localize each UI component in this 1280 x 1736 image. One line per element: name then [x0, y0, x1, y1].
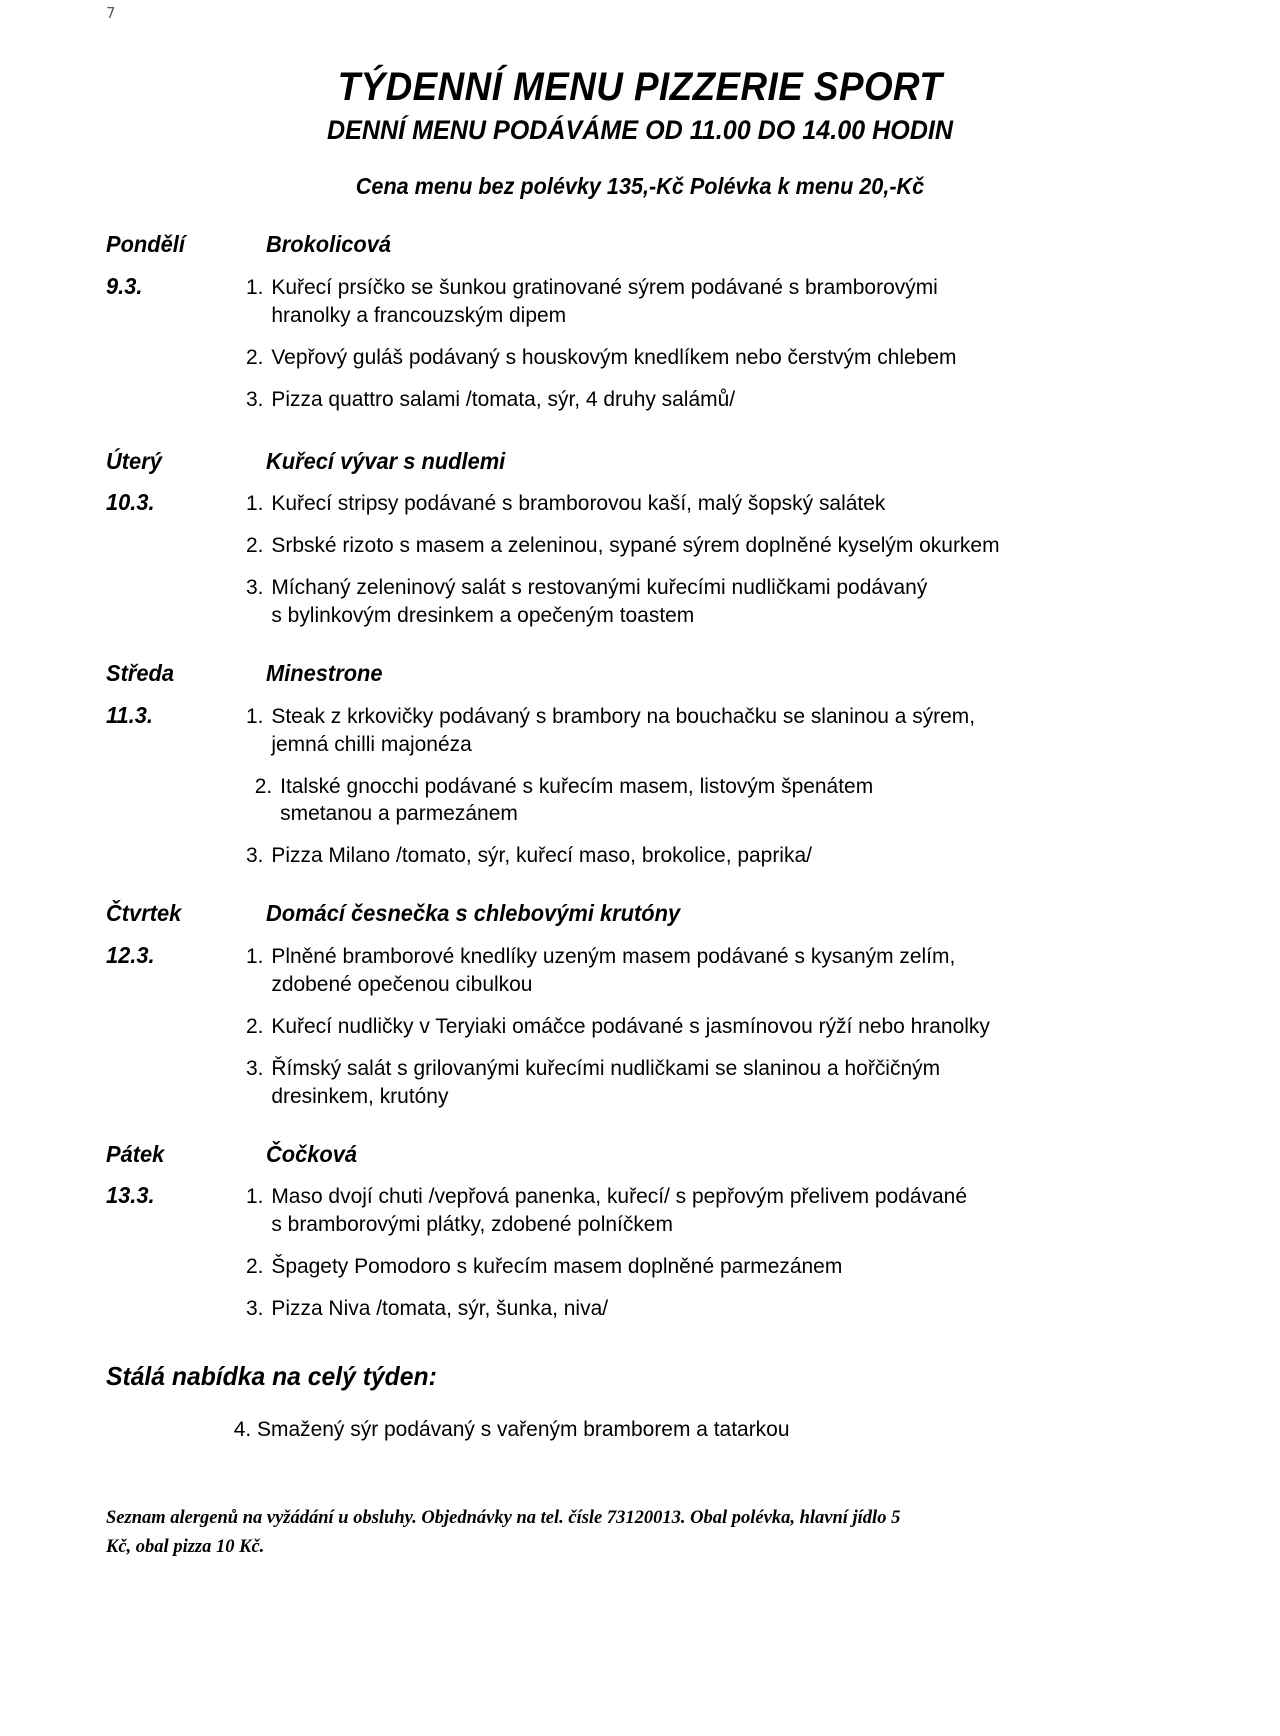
menu-item	[246, 274, 1157, 330]
menu-item-line2: dresinkem, krutóny	[271, 1083, 449, 1108]
day-header	[106, 231, 1180, 259]
menu-item-number: 2.	[246, 344, 264, 369]
menu-item	[246, 532, 1157, 560]
menu-item-text	[271, 1253, 1156, 1281]
menu-item-text	[271, 1055, 1156, 1111]
menu-item-text	[271, 532, 1156, 560]
menu-item-text	[271, 1183, 1156, 1239]
menu-item-line1: Vepřový guláš podávaný s houskovým knedlíkem nebo čerstvým chlebem	[271, 344, 957, 369]
menu-item-line2: hranolky a francouzským dipem	[271, 302, 567, 327]
day-name: Pondělí	[106, 231, 185, 258]
day-soup: Brokolicová	[266, 231, 392, 258]
footer-line-1: Seznam alergenů na vyžádání u obsluhy. Objednávky na tel. čísle 73120013. Obal polévka, hlavní jídlo 5	[106, 1508, 901, 1529]
day-block-tuesday	[106, 448, 1180, 630]
menu-item-list	[246, 489, 1180, 630]
day-body	[106, 702, 1180, 871]
page-number: 7	[106, 4, 116, 22]
day-body	[106, 489, 1180, 630]
menu-item-line1: Pizza Niva /tomata, sýr, šunka, niva/	[271, 1296, 609, 1321]
menu-item	[246, 1013, 1157, 1041]
menu-item	[246, 490, 1157, 518]
day-list	[0, 231, 1280, 1323]
standing-offer-title: Stálá nabídka na celý týden:	[106, 1360, 437, 1391]
menu-item-text	[271, 344, 1156, 372]
menu-item-line2: jemná chilli majonéza	[271, 731, 472, 756]
menu-item	[246, 943, 1157, 999]
menu-item-text	[271, 842, 1156, 870]
menu-item-text	[271, 1295, 1156, 1323]
menu-item-line2: smetanou a parmezánem	[280, 801, 518, 826]
menu-item-line1: Plněné bramborové knedlíky uzeným masem podávané s kysaným zelím,	[271, 943, 956, 968]
menu-item	[246, 1183, 1157, 1239]
menu-item	[246, 344, 1157, 372]
menu-item-number: 3.	[246, 843, 264, 868]
menu-item-text	[271, 574, 1156, 630]
menu-item	[246, 1055, 1157, 1111]
day-block-monday	[106, 231, 1180, 413]
menu-item-line1: Pizza Milano /tomato, sýr, kuřecí maso, brokolice, paprika/	[271, 843, 812, 868]
menu-item	[246, 574, 1157, 630]
day-soup: Minestrone	[266, 660, 383, 687]
allergen-footer	[0, 1504, 1280, 1561]
menu-item-number: 1.	[246, 703, 264, 728]
menu-item-line1: Italské gnocchi podávané s kuřecím masem, listovým špenátem	[280, 773, 874, 798]
section-spacer	[106, 870, 1180, 900]
menu-item-list	[246, 702, 1180, 871]
menu-item-number: 3.	[246, 575, 264, 600]
menu-item-line1: Římský salát s grilovanými kuřecími nudličkami se slaninou a hořčičným	[271, 1055, 941, 1080]
day-date: 9.3.	[106, 272, 143, 299]
day-date: 13.3.	[106, 1182, 155, 1209]
menu-item-text	[271, 274, 1156, 330]
menu-item-text	[271, 703, 1156, 759]
day-date: 12.3.	[106, 941, 155, 968]
menu-item-line1: Špagety Pomodoro s kuřecím masem doplněné parmezánem	[271, 1254, 843, 1279]
day-name: Středa	[106, 660, 175, 687]
day-date: 11.3.	[106, 701, 153, 728]
menu-item-list	[246, 942, 1180, 1111]
menu-item-number: 1.	[246, 491, 264, 516]
section-spacer	[106, 414, 1180, 448]
menu-item-text	[271, 1013, 1156, 1041]
menu-item-line1: Kuřecí nudličky v Teryiaki omáčce podávané s jasmínovou rýží nebo hranolky	[271, 1013, 990, 1038]
standing-offer-item: 4. Smažený sýr podávaný s vařeným bramborem a tatarkou	[233, 1417, 790, 1442]
day-soup: Čočková	[266, 1140, 358, 1167]
menu-item-number: 2.	[246, 1013, 264, 1038]
menu-item	[246, 773, 1157, 829]
day-name: Úterý	[106, 447, 162, 474]
day-body	[106, 942, 1180, 1111]
day-name: Čtvrtek	[106, 900, 182, 927]
menu-item-line1: Maso dvojí chuti /vepřová panenka, kuřecí/ s pepřovým přelivem podávané	[271, 1184, 967, 1209]
day-header	[106, 900, 1180, 928]
menu-item-text	[271, 943, 1156, 999]
menu-item	[246, 703, 1157, 759]
serving-hours-subtitle: DENNÍ MENU PODÁVÁME OD 11.00 DO 14.00 HODIN	[326, 115, 954, 146]
menu-item-list	[246, 1182, 1180, 1323]
day-header	[106, 660, 1180, 688]
price-line: Cena menu bez polévky 135,-Kč Polévka k menu 20,-Kč	[355, 173, 925, 200]
menu-item-text	[271, 386, 1156, 414]
menu-item-line1: Kuřecí stripsy podávané s bramborovou kaší, malý šopský salátek	[271, 491, 886, 516]
day-block-wednesday	[106, 660, 1180, 870]
menu-item-line2: s bylinkovým dresinkem a opečeným toastem	[271, 603, 695, 628]
menu-item-text	[271, 490, 1156, 518]
menu-item-number: 2.	[254, 773, 273, 798]
menu-item-number: 1.	[246, 943, 264, 968]
day-date: 10.3.	[106, 489, 155, 516]
menu-item-number: 3.	[246, 386, 264, 411]
menu-item-number: 3.	[246, 1055, 264, 1080]
day-header	[106, 448, 1180, 476]
day-soup: Kuřecí vývar s nudlemi	[266, 447, 506, 474]
menu-item-number: 1.	[246, 274, 264, 299]
menu-item-line1: Pizza quattro salami /tomata, sýr, 4 druhy salámů/	[271, 386, 736, 411]
day-name: Pátek	[106, 1140, 165, 1167]
menu-item-line2: zdobené opečenou cibulkou	[271, 971, 533, 996]
menu-item	[246, 1295, 1157, 1323]
menu-item-line1: Srbské rizoto s masem a zeleninou, sypané sýrem doplněné kyselým okurkem	[271, 533, 1000, 558]
section-spacer	[106, 630, 1180, 660]
menu-item-line2: s bramborovými plátky, zdobené polníčkem	[271, 1212, 673, 1237]
menu-item-line1: Míchaný zeleninový salát s restovanými kuřecími nudličkami podávaný	[271, 575, 928, 600]
section-spacer	[106, 1111, 1180, 1141]
standing-offer-section	[0, 1361, 1280, 1444]
menu-item-number: 3.	[246, 1296, 264, 1321]
menu-item-number: 1.	[246, 1184, 264, 1209]
menu-item-line1: Steak z krkovičky podávaný s brambory na bouchačku se slaninou a sýrem,	[271, 703, 976, 728]
day-soup: Domácí česnečka s chlebovými krutóny	[266, 900, 681, 927]
menu-item	[246, 1253, 1157, 1281]
menu-item	[246, 842, 1157, 870]
day-header	[106, 1141, 1180, 1169]
day-block-thursday	[106, 900, 1180, 1110]
menu-item	[246, 386, 1157, 414]
day-body	[106, 273, 1180, 414]
menu-item-number: 2.	[246, 533, 264, 558]
menu-item-text	[280, 773, 1157, 829]
day-body	[106, 1182, 1180, 1323]
footer-line-2: Kč, obal pizza 10 Kč.	[106, 1536, 265, 1557]
page-title: TÝDENNÍ MENU PIZZERIE SPORT	[337, 65, 943, 109]
day-block-friday	[106, 1141, 1180, 1323]
menu-item-number: 2.	[246, 1254, 264, 1279]
menu-item-line1: Kuřecí prsíčko se šunkou gratinované sýrem podávané s bramborovými	[271, 274, 938, 299]
menu-item-list	[246, 273, 1180, 414]
